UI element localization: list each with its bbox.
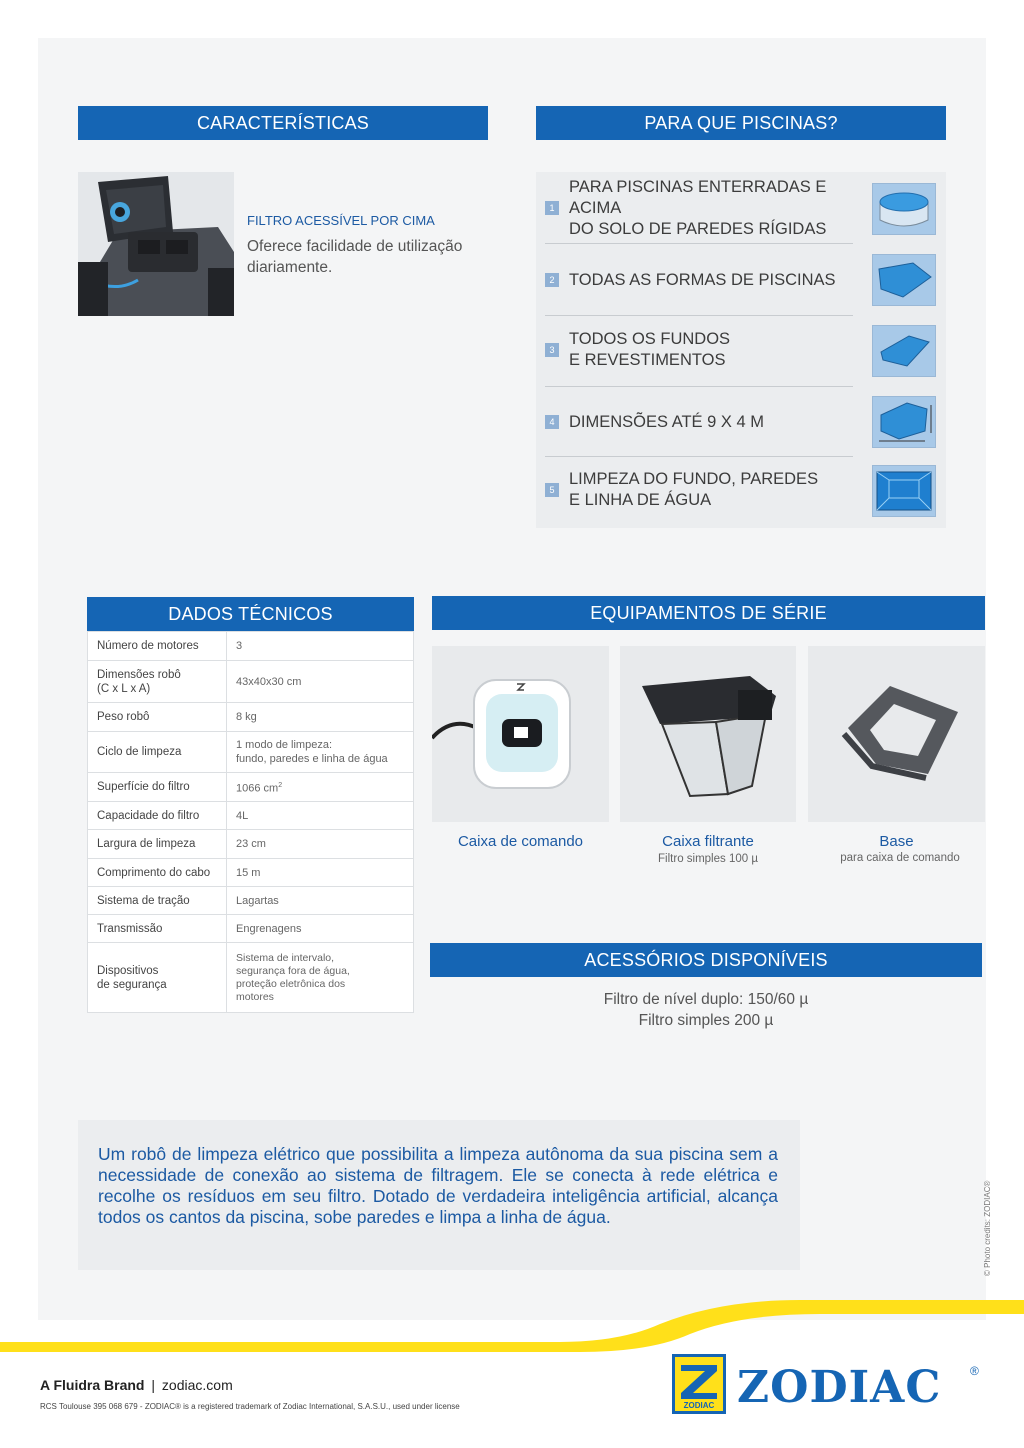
tech-value: 1 modo de limpeza:: [236, 739, 332, 751]
pool-item-line: TODAS AS FORMAS DE PISCINAS: [569, 270, 836, 289]
tech-label: Sistema de tração: [88, 887, 227, 915]
pool-item-number: 1: [545, 201, 559, 215]
accessory-item: Filtro de nível duplo: 150/60 µ: [603, 991, 809, 1008]
tech-value: proteção eletrônica dos: [236, 977, 346, 990]
pool-item-number: 5: [545, 483, 559, 497]
tech-value: Lagartas: [227, 887, 414, 915]
pool-item-line: DO SOLO DE PAREDES RÍGIDAS: [569, 219, 827, 238]
tech-label: Capacidade do filtro: [88, 802, 227, 830]
table-row: [88, 943, 414, 1013]
tech-value: 1066 cm: [236, 782, 279, 795]
tech-label: de segurança: [97, 978, 167, 991]
pool-dimensions-icon: [872, 396, 936, 448]
registered-mark: ®: [970, 1364, 979, 1378]
zodiac-logo: [672, 1354, 726, 1414]
equipment-label: Caixa filtrante: [662, 833, 754, 850]
pool-floor-icon: [872, 325, 936, 377]
tech-label: Número de motores: [88, 632, 227, 661]
tech-value: 43x40x30 cm: [227, 661, 414, 703]
pool-walls-icon: [872, 465, 936, 517]
table-row: [88, 732, 414, 773]
table-row: [88, 915, 414, 943]
freeform-pool-icon: [872, 254, 936, 306]
legal-text: RCS Toulouse 395 068 679 - ZODIAC® is a registered trademark of Zodiac International, S.A.S.U., used under license: [40, 1402, 460, 1411]
equipment-sub: Filtro simples 100 µ: [658, 853, 758, 865]
tech-value: 8 kg: [227, 703, 414, 732]
tech-value: 15 m: [227, 859, 414, 887]
superscript: 2: [278, 781, 283, 789]
divider: [545, 243, 853, 244]
tech-label: Comprimento do cabo: [88, 859, 227, 887]
round-pool-icon: [872, 183, 936, 235]
tech-value: 4L: [227, 802, 414, 830]
equipment-sub: para caixa de comando: [840, 852, 960, 864]
pool-item: [545, 460, 853, 520]
divider: [545, 386, 853, 387]
table-row: [88, 661, 414, 703]
tech-label: Transmissão: [88, 915, 227, 943]
divider: [545, 315, 853, 316]
table-row: [88, 859, 414, 887]
accessory-item: Filtro simples 200 µ: [638, 1012, 774, 1029]
table-row: [88, 830, 414, 859]
product-description: Um robô de limpeza elétrico que possibilita a limpeza autônoma da sua piscina sem a necessidade de conexão ao sistema de filtragem. Ele se conecta à rede elétrica e recolhe os resíduos em seu filtro. Dotado de verdadeira inteligência artificial, alcança todos os cantos da piscina, sobe paredes e limpa a linha de água.: [98, 1144, 778, 1227]
table-row: [88, 802, 414, 830]
pool-item-number: 3: [545, 343, 559, 357]
tech-value: fundo, paredes e linha de água: [236, 753, 388, 765]
pool-item-number: 2: [545, 273, 559, 287]
pool-item-number: 4: [545, 415, 559, 429]
tech-table: [87, 631, 414, 1013]
tech-value: motores: [236, 990, 274, 1003]
tech-label: Peso robô: [88, 703, 227, 732]
divider: [545, 456, 853, 457]
equipment-label: Base: [879, 833, 914, 850]
pool-item-line: PARA PISCINAS ENTERRADAS E ACIMA: [569, 177, 827, 217]
separator: |: [151, 1377, 156, 1393]
tech-label: Superfície do filtro: [88, 773, 227, 802]
equipment-header: EQUIPAMENTOS DE SÉRIE: [432, 596, 985, 630]
control-box-base-image: [808, 646, 985, 822]
yellow-swoosh: [0, 1290, 1024, 1360]
pool-item: [545, 178, 853, 238]
table-row: [88, 887, 414, 915]
pool-item-line: E REVESTIMENTOS: [569, 351, 726, 369]
table-row: [88, 703, 414, 732]
tech-value: 23 cm: [227, 830, 414, 859]
logo-small-text: ZODIAC: [683, 1401, 715, 1410]
photo-credit: © Photo credits: ZODIAC®: [983, 1180, 992, 1276]
table-row: [88, 632, 414, 661]
pool-item: [545, 320, 853, 380]
pools-header: PARA QUE PISCINAS?: [536, 106, 946, 140]
pool-item: [545, 392, 853, 452]
features-header: CARACTERÍSTICAS: [78, 106, 488, 140]
tech-value: segurança fora de água,: [236, 964, 350, 977]
accessories-header: ACESSÓRIOS DISPONÍVEIS: [430, 943, 982, 977]
tech-value: Engrenagens: [227, 915, 414, 943]
control-box-image: [432, 646, 609, 822]
equipment-label: Caixa de comando: [457, 833, 584, 850]
feature-title: FILTRO ACESSÍVEL POR CIMA: [247, 213, 435, 228]
website-link[interactable]: zodiac.com: [161, 1377, 233, 1393]
pool-item: [545, 250, 853, 310]
tech-value: 3: [227, 632, 414, 661]
tech-value: Sistema de intervalo,: [236, 951, 335, 964]
brand-name: A Fluidra Brand: [40, 1377, 145, 1393]
tech-header: DADOS TÉCNICOS: [87, 597, 414, 631]
pool-item-line: LIMPEZA DO FUNDO, PAREDES: [569, 470, 819, 488]
tech-label: (C x L x A): [97, 682, 151, 695]
table-row: [88, 773, 414, 802]
tech-label: Ciclo de limpeza: [88, 732, 227, 773]
logo-wordmark: ZODIAC: [737, 1362, 942, 1413]
feature-description: Oferece facilidade de utilização diariamente.: [247, 238, 463, 276]
filter-basket-image: [620, 646, 796, 822]
pool-item-line: DIMENSÕES ATÉ 9 X 4 M: [569, 412, 764, 431]
robot-filter-photo: [78, 172, 234, 316]
pool-item-line: E LINHA DE ÁGUA: [569, 491, 712, 509]
tech-label: Dispositivos: [97, 964, 159, 977]
tech-label: Largura de limpeza: [88, 830, 227, 859]
tech-label: Dimensões robô: [97, 668, 181, 681]
pool-item-line: TODOS OS FUNDOS: [569, 330, 731, 348]
